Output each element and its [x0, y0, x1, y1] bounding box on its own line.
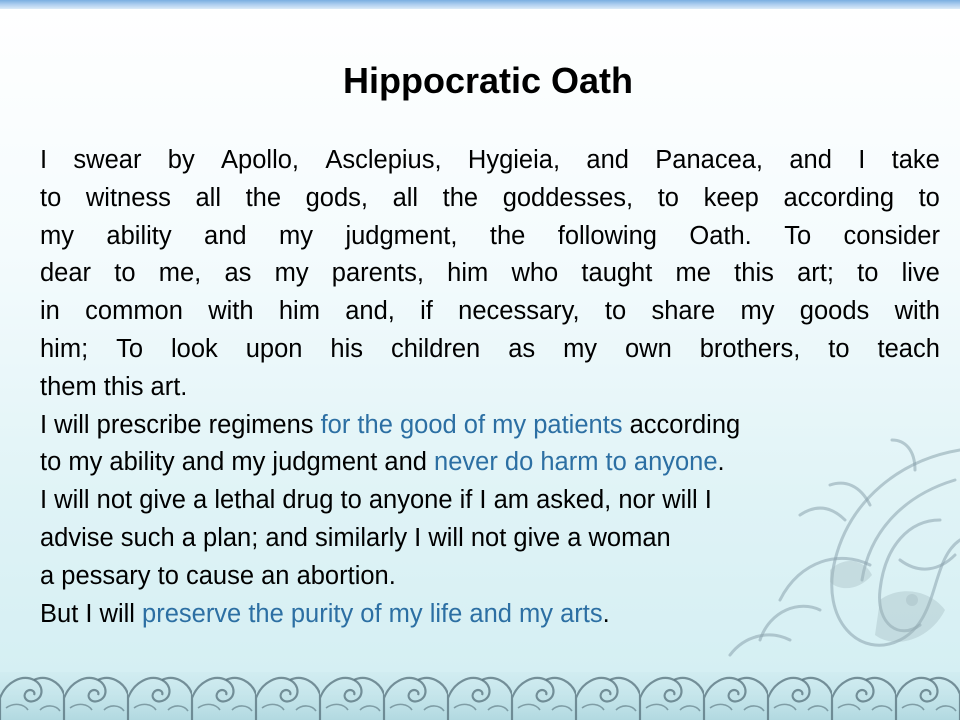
word: Oath.	[689, 221, 752, 250]
word: my	[40, 221, 74, 250]
text-line	[40, 407, 940, 445]
text-line	[40, 255, 940, 293]
word: as	[224, 259, 252, 288]
word: my	[274, 259, 309, 288]
word: my	[740, 297, 775, 326]
word: To	[116, 334, 144, 363]
word: dear	[40, 259, 92, 288]
word: teach	[877, 334, 940, 363]
word: judgment,	[345, 221, 458, 250]
word: Hygieia,	[467, 146, 561, 174]
word: to	[828, 334, 850, 363]
word: and,	[345, 297, 395, 326]
word: to	[657, 183, 679, 212]
text-segment: .	[717, 448, 725, 477]
text-line	[40, 331, 940, 369]
emphasis-text: never do harm to anyone	[434, 448, 718, 477]
word: him	[447, 259, 489, 288]
word: and	[204, 221, 247, 250]
text-segment: .	[602, 599, 610, 628]
word: Apollo,	[221, 146, 300, 174]
word: brothers,	[699, 334, 801, 363]
paragraph-intro	[40, 142, 940, 369]
text-line	[40, 218, 940, 256]
word: I	[858, 146, 866, 174]
text-line	[40, 293, 940, 331]
text-line: I will not give a lethal drug to anyone if I am asked, nor will I	[40, 486, 712, 515]
word: his	[330, 334, 363, 363]
word: goddesses,	[502, 183, 634, 212]
word: my	[563, 334, 598, 363]
word: the	[442, 183, 479, 212]
word: my	[279, 221, 314, 250]
word: necessary,	[458, 297, 580, 326]
text-line	[40, 596, 940, 634]
word: to	[40, 183, 62, 212]
word: in	[40, 297, 60, 326]
word: according	[783, 183, 895, 212]
word: parents,	[331, 259, 424, 288]
word: Asclepius,	[325, 146, 442, 174]
word: witness	[85, 183, 171, 212]
word: art;	[797, 259, 834, 288]
word: To	[784, 221, 812, 250]
word: if	[420, 297, 433, 326]
word: share	[651, 297, 716, 326]
oath-text	[40, 142, 940, 633]
word: look	[171, 334, 218, 363]
word: gods,	[305, 183, 368, 212]
word: by	[167, 146, 195, 174]
word: children	[390, 334, 481, 363]
emphasis-text: for the good of my patients	[320, 410, 623, 439]
word: all	[392, 183, 419, 212]
word: me	[675, 259, 711, 288]
word: to	[114, 259, 136, 288]
word: swear	[73, 146, 142, 174]
word: following	[557, 221, 657, 250]
word: ability	[106, 221, 172, 250]
word: all	[195, 183, 221, 212]
word: me,	[158, 259, 202, 288]
word: taught	[581, 259, 653, 288]
word: him;	[40, 334, 89, 363]
text-segment: according	[622, 410, 741, 439]
text-line	[40, 444, 940, 482]
word: upon	[245, 334, 303, 363]
emphasis-text: preserve the purity of my life and my arts	[142, 599, 603, 628]
word: and	[789, 146, 832, 174]
text-line	[40, 180, 940, 218]
word: Panacea,	[655, 146, 764, 174]
text-segment: But I will	[40, 599, 143, 628]
word: take	[891, 146, 940, 174]
word: I	[40, 146, 48, 174]
word: consider	[843, 221, 940, 250]
word: as	[508, 334, 536, 363]
word: goods	[799, 297, 870, 326]
text-line: a pessary to cause an abortion.	[40, 561, 396, 590]
text-line	[40, 142, 940, 180]
word: who	[511, 259, 559, 288]
text-line: advise such a plan; and similarly I will not give a woman	[40, 523, 671, 552]
word: common	[85, 297, 183, 326]
word: keep	[703, 183, 759, 212]
word: with	[208, 297, 254, 326]
text-segment: I will prescribe regimens	[40, 410, 321, 439]
word: to	[604, 297, 627, 326]
top-band	[0, 0, 960, 9]
text-line: them this art.	[40, 372, 188, 401]
word: to	[857, 259, 879, 288]
wave-border	[0, 664, 960, 720]
word: this	[734, 259, 774, 288]
word: with	[894, 297, 940, 326]
text-segment: to my ability and my judgment and	[40, 448, 435, 477]
word: him	[278, 297, 320, 326]
word: the	[245, 183, 282, 212]
word: the	[489, 221, 526, 250]
word: own	[625, 334, 672, 363]
slide-title: Hippocratic Oath	[342, 60, 634, 101]
word: to	[918, 183, 940, 212]
word: and	[586, 146, 629, 174]
word: live	[901, 259, 940, 288]
